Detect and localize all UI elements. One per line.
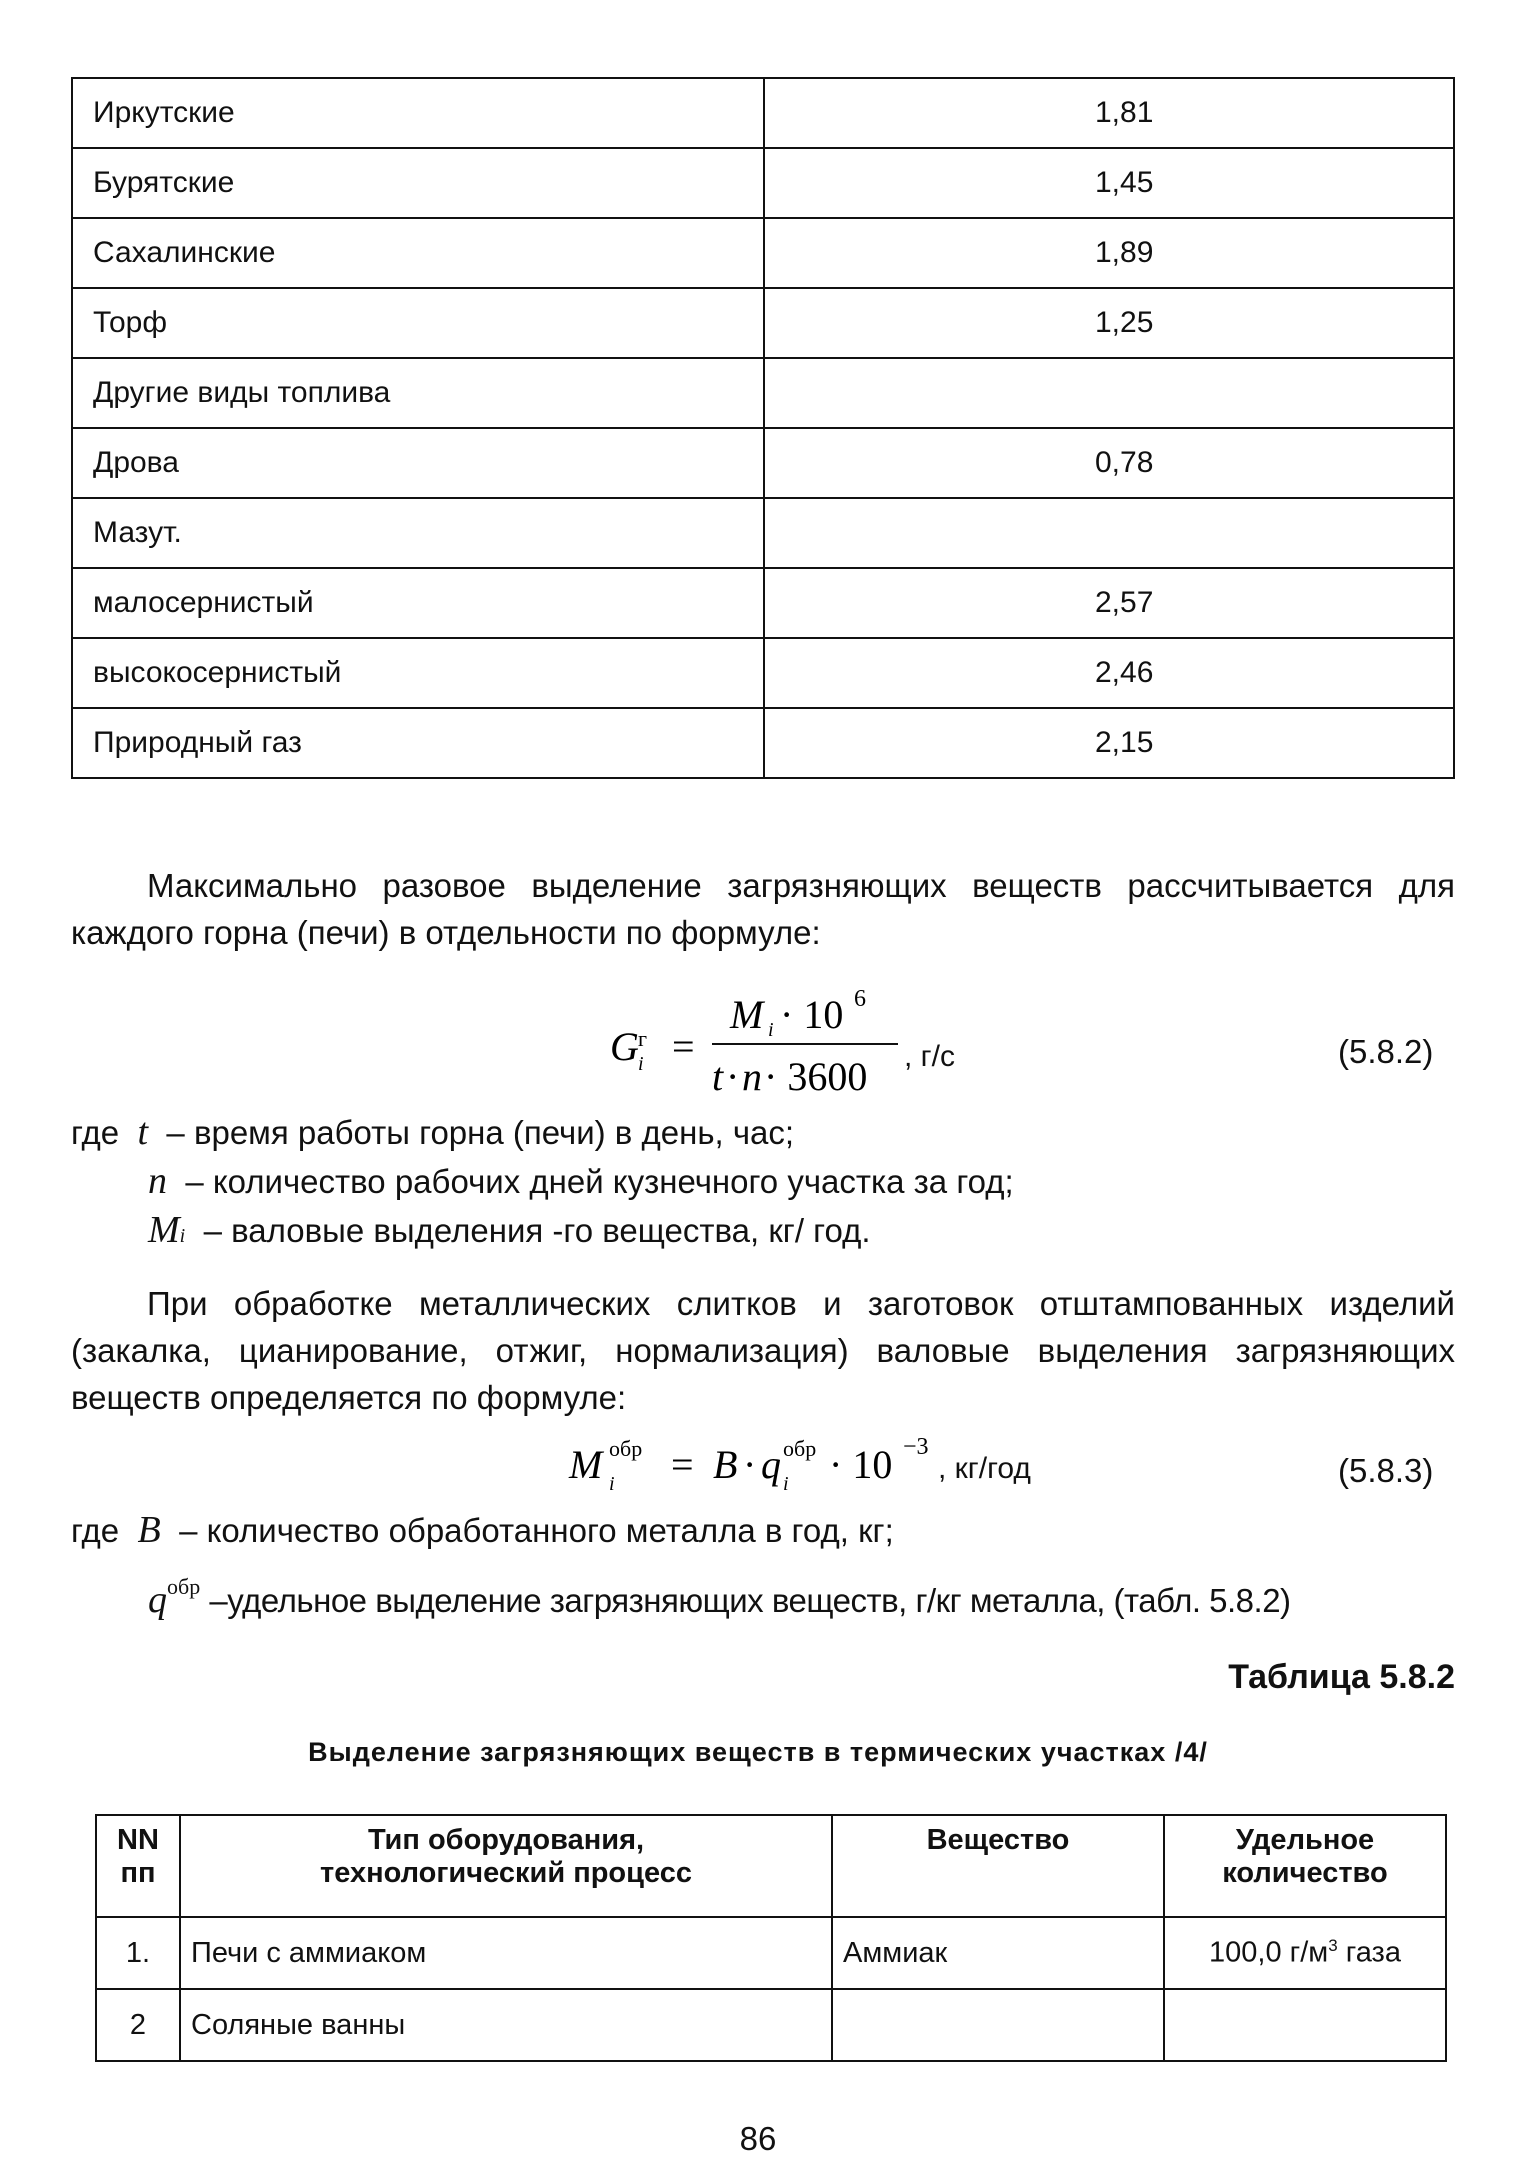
formula-legend [71,1506,1291,1625]
header-equipment-type: Тип оборудования, технологический процесс [180,1815,832,1917]
row-substance: Аммиак [832,1917,1164,1989]
fuel-name-cell: малосернистый [72,568,764,638]
legend-line: Mi – валовые выделения -го вещества, кг/ год. [148,1209,871,1251]
legend-symbol: B [137,1509,161,1551]
fuel-name-cell: Бурятские [72,148,764,218]
thermal-emissions-table [95,1814,1447,2062]
row-nn: 2 [96,1989,180,2061]
fuel-value-cell: 2,46 [764,638,1454,708]
fuel-value-cell: 0,78 [764,428,1454,498]
svg-text:n: n [742,1054,762,1099]
fuel-name-cell: Дрова [72,428,764,498]
row-substance [832,1989,1164,2061]
table-row [72,638,1454,708]
legend-description: – валовые выделения -го вещества, кг/ год. [203,1212,871,1249]
fuel-name-cell: Другие виды топлива [72,358,764,428]
svg-text:−3: −3 [903,1434,929,1460]
table-row [72,428,1454,498]
table-row [96,1917,1446,1989]
fuel-value-cell: 1,81 [764,78,1454,148]
svg-text:i: i [768,1019,774,1041]
formula-number: (5.8.2) [1338,1033,1434,1070]
table-header-row [96,1815,1446,1917]
page-number: 86 [739,2120,777,2157]
formula-number: (5.8.3) [1338,1452,1434,1489]
svg-text:обр: обр [609,1436,643,1461]
fuel-value-cell [764,358,1454,428]
fuel-value-cell [764,498,1454,568]
svg-text:·: · [726,1054,740,1099]
table-row [72,148,1454,218]
svg-text:=: = [672,1024,695,1069]
legend-description: – количество обработанного металла в год, кг; [179,1512,894,1549]
svg-text:=: = [671,1442,694,1487]
legend-symbol: n [148,1160,167,1202]
table-row [72,78,1454,148]
svg-text:i: i [609,1473,615,1495]
formula-unit: , кг/год [938,1452,1031,1485]
fuel-value-cell: 1,89 [764,218,1454,288]
legend-where: где [71,1114,120,1151]
fuel-name-cell: Мазут. [72,498,764,568]
legend-line [71,1506,1291,1555]
table-row [96,1989,1446,2061]
legend-description: – количество рабочих дней кузнечного участка за год; [185,1163,1014,1200]
table-row [72,358,1454,428]
fuel-value-cell: 1,25 [764,288,1454,358]
table-row [72,218,1454,288]
svg-text:· 10: · 10 [780,992,844,1037]
formula-legend [71,1108,1014,1260]
fuel-name-cell: Иркутские [72,78,764,148]
header-amount: Удельное количество [1164,1815,1446,1917]
formula-unit: , г/с [904,1040,955,1073]
svg-text:i: i [638,1053,644,1075]
svg-text:6: 6 [854,986,866,1012]
legend-where: где [71,1512,120,1549]
svg-text:i: i [783,1473,789,1495]
fuel-name-cell: высокосернистый [72,638,764,708]
svg-text:· 10: · 10 [829,1442,893,1487]
svg-text:M: M [569,1442,603,1487]
legend-description: –удельное выделение загрязняющих веществ, г/кг металла, (табл. 5.8.2) [209,1582,1291,1619]
svg-text:· 3600: · 3600 [764,1054,868,1099]
row-equipment-type: Печи с аммиаком [180,1917,832,1989]
legend-description: – время работы горна (печи) в день, час; [166,1114,795,1151]
fuel-coefficient-table [71,77,1455,779]
svg-text:q: q [761,1442,781,1487]
svg-text:t: t [712,1054,724,1099]
svg-text:обр: обр [783,1436,817,1461]
legend-line [71,1108,1014,1157]
fuel-value-cell: 1,45 [764,148,1454,218]
table-row [72,498,1454,568]
svg-text:M: M [730,992,764,1037]
row-amount: 100,0 $г/м^3$ газа [1164,1917,1446,1989]
legend-line: $q^{обр}$ –удельное выделение загрязняющих веществ, г/кг металла, (табл. 5.8.2) [148,1574,1291,1621]
svg-text:г: г [638,1026,648,1051]
fuel-value-cell: 2,57 [764,568,1454,638]
paragraph-gross-emission: При обработке металлических слитков и заготовок отштампованных изделий (закалка, цианирование, отжиг, нормализация) валовые выделения загрязняющих веществ определяется по формуле: [71,1285,1455,1416]
fuel-name-cell: Торф [72,288,764,358]
row-amount [1164,1989,1446,2061]
header-nn: NN пп [96,1815,180,1917]
svg-text:·: · [743,1442,757,1487]
table-row [72,708,1454,778]
legend-symbol: t [137,1111,149,1153]
row-nn: 1. [96,1917,180,1989]
table-title: Таблица 5.8.2 [1228,1658,1455,1696]
svg-text:B: B [713,1442,738,1487]
table-row [72,288,1454,358]
legend-symbol: M [148,1209,180,1251]
svg-text:G: G [610,1024,639,1069]
table-caption: Выделение загрязняющих веществ в термических участках /4/ [308,1737,1208,1767]
header-substance: Вещество [832,1815,1164,1917]
table-row [72,568,1454,638]
legend-line [71,1157,1014,1206]
fuel-name-cell: Природный газ [72,708,764,778]
fuel-name-cell: Сахалинские [72,218,764,288]
row-equipment-type: Соляные ванны [180,1989,832,2061]
paragraph-max-emission: Максимально разовое выделение загрязняющих веществ рассчитывается для каждого горна (печи) в отдельности по формуле: [71,867,1455,951]
fuel-value-cell: 2,15 [764,708,1454,778]
